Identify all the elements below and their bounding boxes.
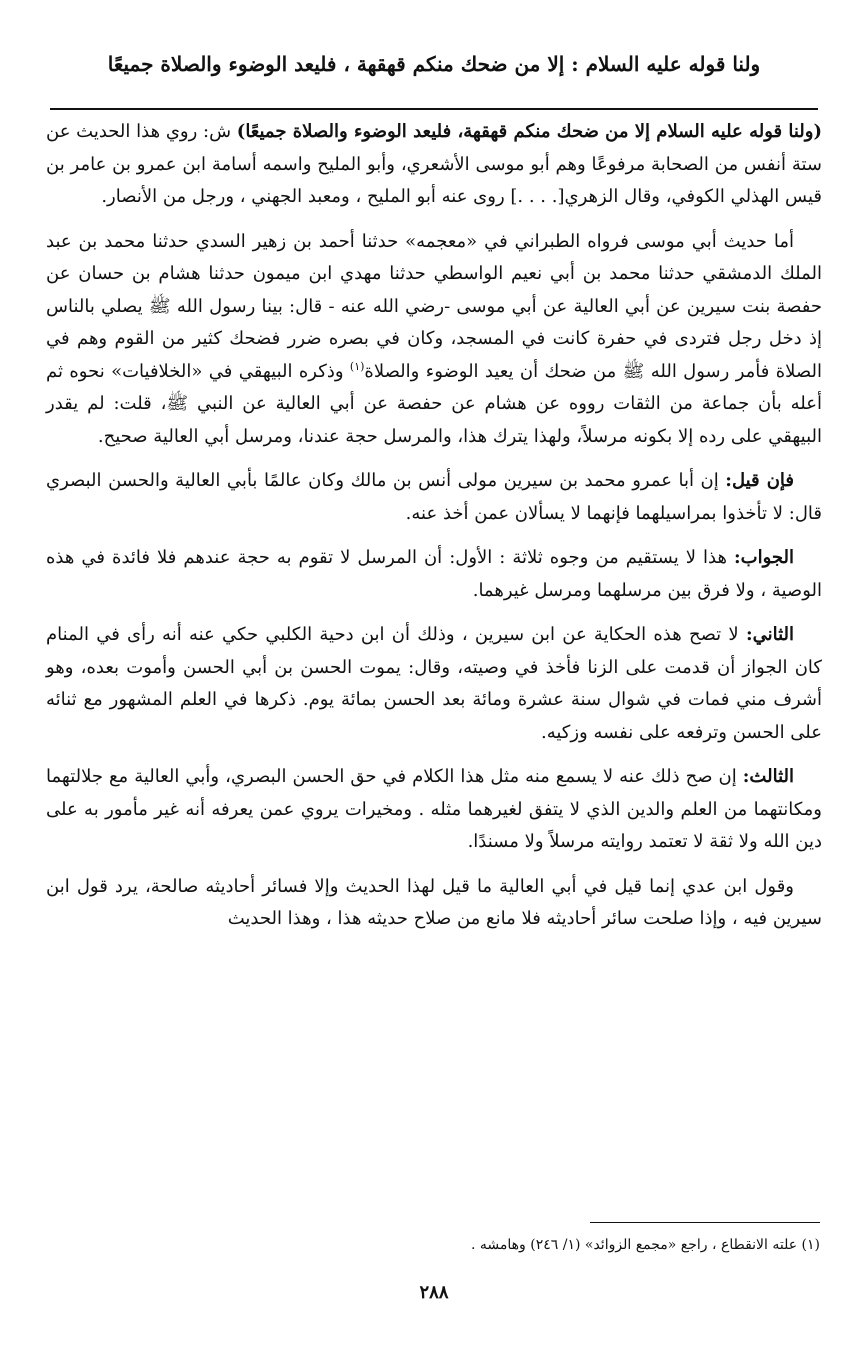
paragraph-3-text: إن أبا عمرو محمد بن سيرين مولى أنس بن مالك وكان عالمًا بأبي العالية والحسن البصري قال: لا تأخذوا بمراسيلهما فإنهما لا يسألان عمن أخذ عنه.	[46, 470, 822, 524]
paragraph-5-lead: الثاني:	[745, 624, 794, 645]
paragraph-5	[46, 619, 822, 749]
footnote: (١) علته الانقطاع ، راجع «مجمع الزوائد» (١/ ٢٤٦) وهامشه .	[471, 1237, 820, 1253]
paragraph-6-text: إن صح ذلك عنه لا يسمع منه مثل هذا الكلام في حق الحسن البصري، وأبي العالية مع جلالتهما ومكانتهما من العلم والدين الذي لا يتفق لغيرهما مثله . ومخيرات يروي عمن يعرفه أنه غير مأمور به على دين الله ولا ثقة لا تعتمد روايته مرسلاً ولا مسندًا.	[46, 766, 822, 852]
paragraph-3-lead: فإن قيل:	[725, 470, 794, 491]
header-divider	[50, 108, 818, 110]
paragraph-6	[46, 761, 822, 859]
quoted-matn: (ولنا قوله عليه السلام إلا من ضحك منكم قهقهة، فليعد الوضوء والصلاة جميعًا)	[236, 121, 822, 142]
footnote-divider	[590, 1222, 820, 1223]
paragraph-1	[46, 116, 822, 214]
paragraph-7-text: وقول ابن عدي إنما قيل في أبي العالية ما قيل لهذا الحديث وإلا فسائر أحاديثه صالحة، يرد قول ابن سيرين فيه ، وإذا صلحت سائر أحاديثه فلا مانع من صلاح حديثه هذا ، وهذا الحديث	[46, 875, 822, 929]
paragraph-4	[46, 542, 822, 607]
paragraph-7	[46, 871, 822, 936]
paragraph-2-text: أما حديث أبي موسى فرواه الطبراني في «معجمه» حدثنا أحمد بن زهير السدي حدثنا محمد بن عبد الملك الدمشقي حدثنا محمد بن أبي نعيم الواسطي حدثنا مهدي ابن ميمون حدثنا هشام بن حسان عن حفصة بنت سيرين عن أبي العالية عن أبي موسى -رضي الله عنه - قال: بينا رسول الله ﷺ يصلي بالناس إذ دخل رجل فتردى في حفرة كانت في المسجد، وكان في بصره ضرر فضحك كثير من القوم وهم في الصلاة فأمر رسول الله ﷺ من ضحك أن يعيد الوضوء والصلاة	[46, 230, 822, 382]
main-text	[46, 116, 822, 948]
paragraph-4-text: هذا لا يستقيم من وجوه ثلاثة : الأول: أن المرسل لا تقوم به حجة عندهم فلا فائدة في هذه الوصية ، ولا فرق بين مرسلهما ومرسل غيرهما.	[46, 547, 822, 601]
paragraph-2-text-after: وذكره البيهقي في «الخلافيات» نحوه ثم أعله بأن جماعة من الثقات رووه عن هشام عن حفصة عن أبي العالية عن النبي ﷺ، قلت: لم يقدر البيهقي على رده إلا بكونه مرسلاً، ولهذا يترك هذا، والمرسل حجة عندنا، ومرسل أبي العالية صحيح.	[46, 360, 822, 447]
page-header-title: ولنا قوله عليه السلام : إلا من ضحك منكم قهقهة ، فليعد الوضوء والصلاة جميعًا	[107, 52, 761, 76]
paragraph-5-text: لا تصح هذه الحكاية عن ابن سيرين ، وذلك أن ابن دحية الكلبي حكي عنه أنه رأى في المنام كان الجواز أن قدمت على الزنا فأخذ في وصيته، وقال: يموت الحسن بن أبي الحسن وأموت بعده، وهو أشرف مني فمات في شوال سنة عشرة ومائة بعد الحسن بمائة يوم. ذكرها في العلم المشهور مع ثنائه على الحسن وترفعه على نفسه وزكيه.	[46, 624, 822, 743]
page-number: ٢٨٨	[419, 1282, 449, 1303]
footnote-reference[interactable]: (١)	[349, 359, 365, 373]
paragraph-4-lead: الجواب:	[734, 547, 794, 568]
paragraph-3	[46, 465, 822, 530]
paragraph-1-text: ش: روي هذا الحديث عن ستة أنفس من الصحابة مرفوعًا وهم أبو موسى الأشعري، وأبو المليح واسمه أسامة ابن عمرو بن عامر بن قيس الهذلي الكوفي، وقال الزهري[. . . .] روى عنه أبو المليح ، ومعبد الجهني ، ورجل من الأنصار.	[46, 121, 822, 207]
paragraph-6-lead: الثالث:	[742, 766, 794, 787]
paragraph-2	[46, 226, 822, 454]
